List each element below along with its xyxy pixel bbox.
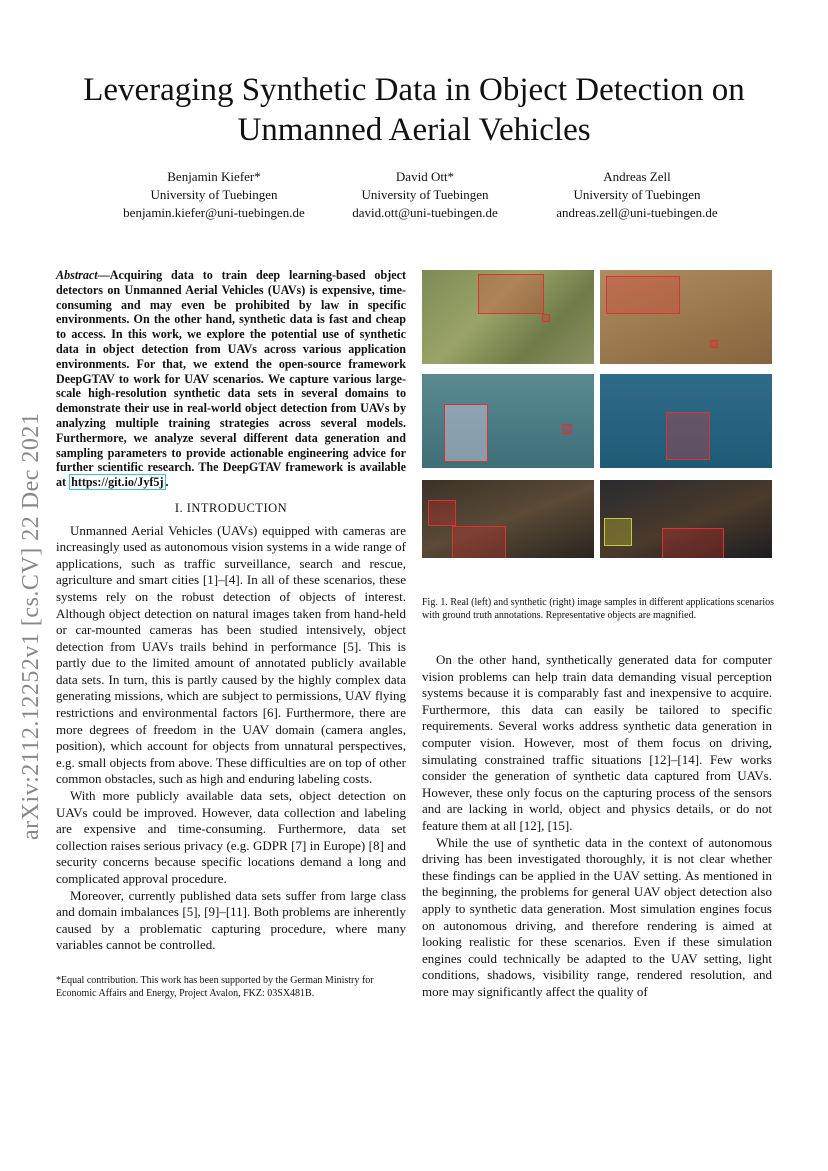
author-email: andreas.zell@uni-tuebingen.de (556, 205, 718, 220)
annotation-box (478, 274, 544, 314)
annotation-box (666, 412, 710, 460)
abstract-end: . (165, 475, 169, 490)
figure-caption: Fig. 1. Real (left) and synthetic (right) image samples in different applications scenarios with ground truth annotations. Representative objects are magnified. (422, 597, 774, 621)
real-image-traffic (422, 480, 594, 558)
real-image-water (422, 374, 594, 468)
figure-1 (422, 270, 772, 558)
author-name: David Ott* (395, 169, 455, 184)
author-2 (305, 168, 545, 222)
author-affiliation: University of Tuebingen (150, 187, 278, 202)
author-affiliation: University of Tuebingen (361, 187, 489, 202)
abstract (56, 268, 406, 490)
left-column (56, 268, 406, 954)
framework-link[interactable]: https://git.io/Jyf5j (71, 475, 164, 490)
annotation-box (710, 340, 718, 348)
author-name: Benjamin Kiefer* (167, 169, 261, 184)
author-affiliation: University of Tuebingen (573, 187, 701, 202)
abstract-text: —Acquiring data to train deep learning-based object detectors on Unmanned Aerial Vehicles (UAVs) is expensive, time-consuming and may even be prohibited by law in specific environments. On the other hand, synthetic data is fast and cheap to access. In this work, we explore the potential use of synthetic data in object detection from UAVs across various application environments. For that, we extend the open-source framework DeepGTAV to work for UAV scenarios. We capture various large-scale high-resolution synthetic data sets in several domains to demonstrate their use in real-world object detection from UAVs by analyzing multiple training strategies across several models. Furthermore, we analyze several different data generation and sampling parameters to provide actionable engineering advice for further scientific research. The DeepGTAV framework is available at (56, 268, 406, 490)
author-1 (94, 168, 334, 222)
paragraph: Unmanned Aerial Vehicles (UAVs) equipped with cameras are increasingly used as autonomous vision systems in a wide range of applications, such as traffic surveillance, search and rescue, agriculture and smart cities [1]–[4]. In all of these scenarios, these systems rely on the robust detection of objects of interest. Although object detection on natural images taken from hand-held or car-mounted cameras has been studied intensively, object detection from UAVs trails behind in performance [5]. This is partly due to the limited amount of annotated publicly available data sets. In turn, this is partly caused by the highly complex data generating missions, which are subject to permissions, UAV flying restrictions and environmental factors [6]. Furthermore, there are more degrees of freedom in the UAV domain (camera angles, position), which account for objects from unnatural perspectives, e.g. small objects from above. These difficulties are on top of other common obstacles, such as high and enduring labeling costs. (56, 522, 406, 787)
author-email: david.ott@uni-tuebingen.de (352, 205, 498, 220)
annotation-box (444, 404, 488, 462)
annotation-box (606, 276, 680, 314)
synthetic-image-traffic (600, 480, 772, 558)
annotation-box (452, 526, 506, 558)
annotation-box (662, 528, 724, 558)
right-column (422, 652, 772, 1000)
author-email: benjamin.kiefer@uni-tuebingen.de (123, 205, 305, 220)
footnote: *Equal contribution. This work has been supported by the German Ministry for Economic Affairs and Energy, Project Avalon, FKZ: 03SX481B. (56, 975, 374, 999)
paper-title: Leveraging Synthetic Data in Object Detection on Unmanned Aerial Vehicles (83, 72, 745, 148)
abstract-label: Abstract (56, 268, 98, 282)
paragraph: While the use of synthetic data in the context of autonomous driving has been investigated thoroughly, it is not clear whether these findings can be applied in the UAV setting. As mentioned in the beginning, the problems for general UAV object detection also apply to synthetic data generation. Most simulation engines focus on autonomous driving, and therefore rendering is aimed at looking realistic for these scenarios. Even if these simulation engines could technically be adapted to the UAV setting, light conditions, shadows, visibility range, rendered resolution, and more may significantly affect the quality of (422, 834, 772, 999)
synthetic-image-water (600, 374, 772, 468)
annotation-box (542, 314, 550, 322)
paragraph: Moreover, currently published data sets suffer from large class and domain imbalances [5], [9]–[11]. Both problems are inherently caused by a problematic capturing procedure, where many variables cannot be controlled. (56, 887, 406, 953)
annotation-box (604, 518, 632, 546)
paragraph: With more publicly available data sets, object detection on UAVs could be improved. However, data collection and labeling are expensive and time-consuming. Furthermore, data set collection raises serious privacy (e.g. GDPR [7] in Europe) [8] and security concerns because specific locations demand a long and complicated approval procedure. (56, 788, 406, 887)
paragraph: On the other hand, synthetically generated data for computer vision problems can help train data demanding visual perception systems because it is comparably fast and inexpensive to acquire. Furthermore, this data can easily be tailored to specific requirements. Several works address synthetic data generation in computer vision. However, most of them focus on driving, simulating constrained traffic situations [12]–[14]. Few works consider the generation of synthetic data captured from UAVs. However, these only focus on the capturing process of the sensors and are lacking in world, object and physics details, or do not feature them at all [12], [15]. (422, 652, 772, 833)
annotation-box (428, 500, 456, 526)
section-heading: I. INTRODUCTION (174, 500, 288, 515)
synthetic-image-animals (600, 270, 772, 364)
author-name: Andreas Zell (603, 169, 671, 184)
arxiv-stamp: arXiv:2112.12252v1 [cs.CV] 22 Dec 2021 (18, 412, 44, 840)
author-3 (517, 168, 757, 222)
real-image-animals (422, 270, 594, 364)
annotation-box (562, 424, 572, 434)
